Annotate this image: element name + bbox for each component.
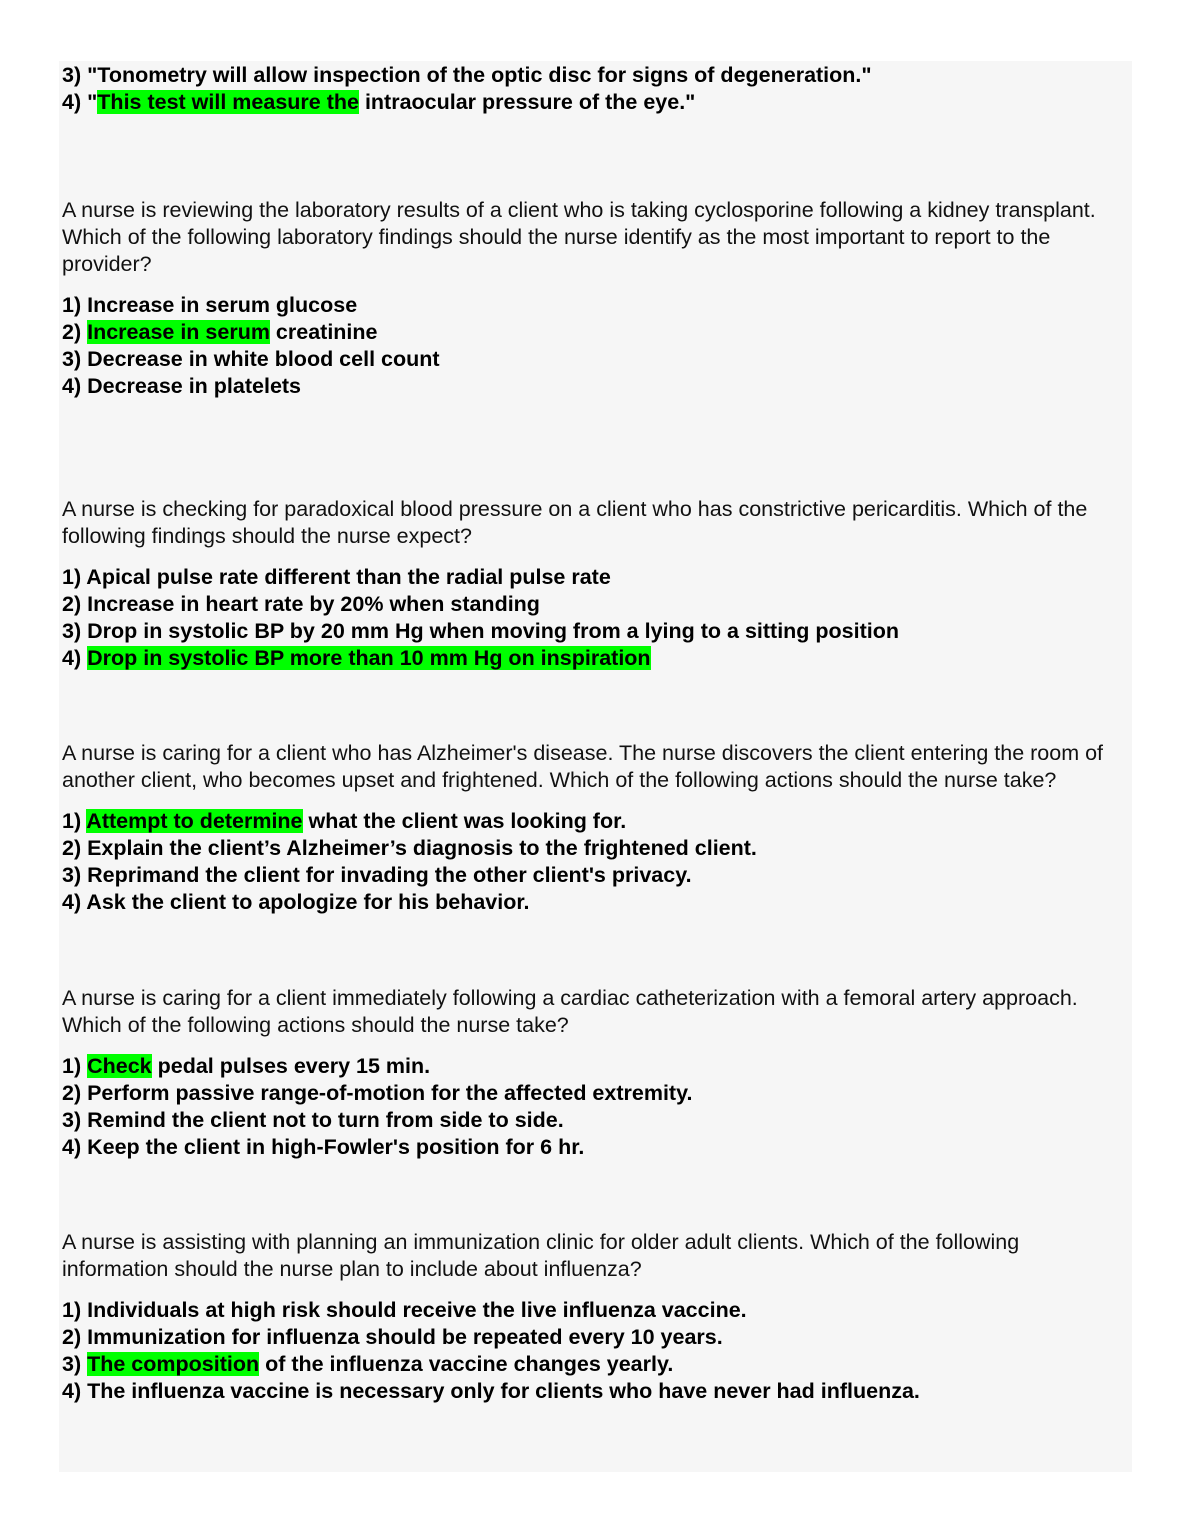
highlighted-text: Increase in serum [87, 320, 270, 344]
answer-option: 2) Immunization for influenza should be repeated every 10 years. [62, 1325, 723, 1349]
answer-option: 2) Explain the client’s Alzheimer’s diagnosis to the frightened client. [62, 836, 757, 860]
answer-option: 2) Increase in serum creatinine [62, 320, 378, 344]
highlighted-text: This test will measure the [97, 90, 359, 114]
answer-option: 1) Increase in serum glucose [62, 293, 358, 317]
answer-option: 1) Apical pulse rate different than the radial pulse rate [62, 565, 611, 589]
question-block [62, 985, 1122, 1161]
question-stem: A nurse is reviewing the laboratory results of a client who is taking cyclosporine following a kidney transplant. Which of the following laboratory findings should the nurse identify as the most important to report to the provider? [62, 198, 1096, 276]
question-block [62, 496, 1122, 672]
question-stem: A nurse is caring for a client who has Alzheimer's disease. The nurse discovers the client entering the room of another client, who becomes upset and frightened. Which of the following actions should the nurse take? [62, 741, 1104, 792]
highlighted-text: Check [87, 1054, 152, 1078]
answer-option: 4) The influenza vaccine is necessary only for clients who have never had influenza. [62, 1379, 920, 1403]
answer-option: 3) Drop in systolic BP by 20 mm Hg when moving from a lying to a sitting position [62, 619, 900, 643]
answer-option: 1) Check pedal pulses every 15 min. [62, 1054, 431, 1078]
answer-option: 4) Ask the client to apologize for his behavior. [62, 890, 530, 914]
question-block [62, 197, 1122, 400]
answer-option: 4) Drop in systolic BP more than 10 mm Hg on inspiration [62, 646, 651, 670]
answer-option: 3) "Tonometry will allow inspection of the optic disc for signs of degeneration." [62, 63, 872, 87]
answer-option: 3) Reprimand the client for invading the other client's privacy. [62, 863, 692, 887]
highlighted-text: The composition [87, 1352, 260, 1376]
answer-option: 1) Attempt to determine what the client was looking for. [62, 809, 627, 833]
question-stem: A nurse is checking for paradoxical blood pressure on a client who has constrictive pericarditis. Which of the following findings should the nurse expect? [62, 497, 1088, 548]
answer-option: 1) Individuals at high risk should receive the live influenza vaccine. [62, 1298, 747, 1322]
answer-option: 4) Decrease in platelets [62, 374, 302, 398]
highlighted-text: Attempt to determine [86, 809, 303, 833]
question-block [62, 1229, 1122, 1405]
answer-option: 4) Keep the client in high-Fowler's position for 6 hr. [62, 1135, 585, 1159]
answer-option: 3) The composition of the influenza vaccine changes yearly. [62, 1352, 674, 1376]
answer-option: 2) Perform passive range-of-motion for the affected extremity. [62, 1081, 693, 1105]
question-stem: A nurse is caring for a client immediately following a cardiac catheterization with a femoral artery approach. Which of the following actions should the nurse take? [62, 986, 1078, 1037]
question-stem: A nurse is assisting with planning an immunization clinic for older adult clients. Which of the following information should the nurse plan to include about influenza? [62, 1230, 1020, 1281]
answer-option: 3) Decrease in white blood cell count [62, 347, 440, 371]
answer-option: 3) Remind the client not to turn from side to side. [62, 1108, 564, 1132]
document-content [62, 62, 1122, 1405]
highlighted-text: Drop in systolic BP more than 10 mm Hg on inspiration [87, 646, 651, 670]
answer-option: 4) "This test will measure the intraocular pressure of the eye." [62, 90, 696, 114]
question-block [62, 740, 1122, 916]
answer-option: 2) Increase in heart rate by 20% when standing [62, 592, 540, 616]
